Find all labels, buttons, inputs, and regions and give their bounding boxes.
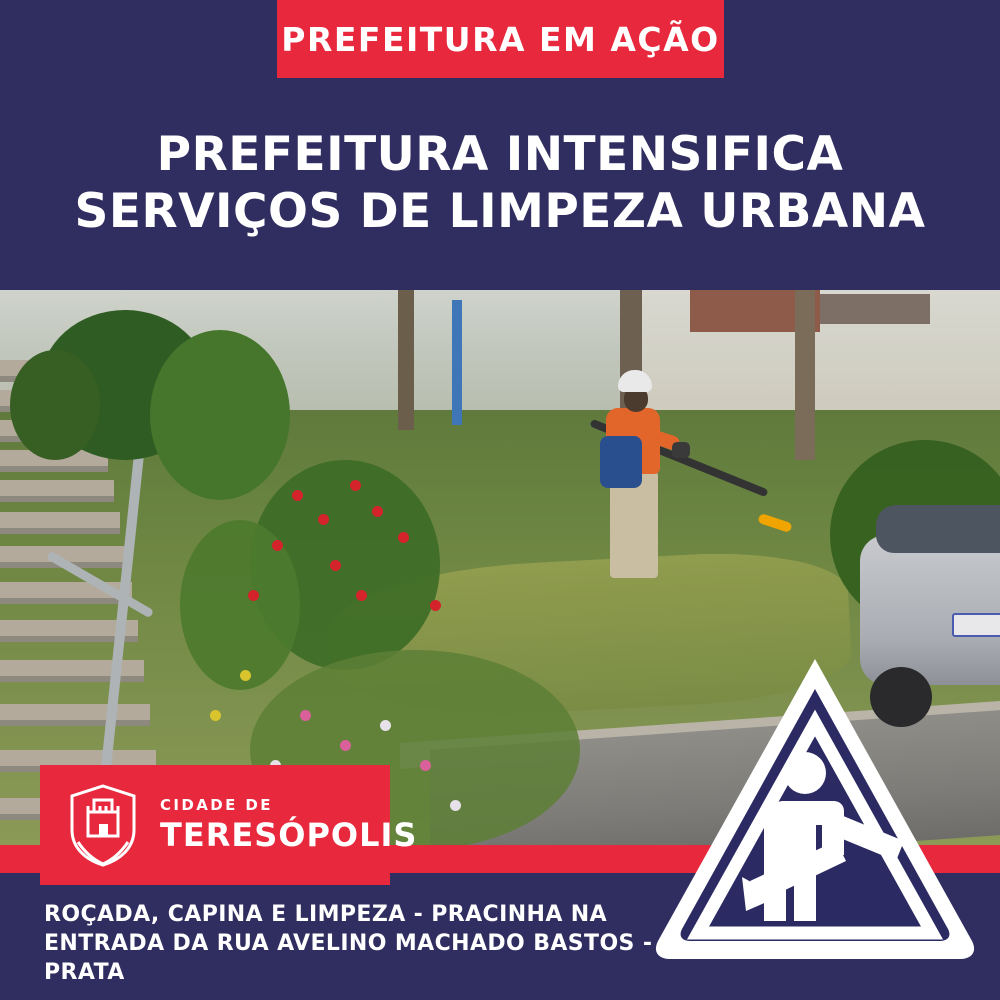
- flower: [240, 670, 251, 681]
- blue-pole: [452, 300, 462, 425]
- worker-glove: [672, 442, 690, 458]
- flower: [356, 590, 367, 601]
- worker-harness: [600, 436, 642, 488]
- flower: [292, 490, 303, 501]
- headline-line-1: PREFEITURA INTENSIFICA: [156, 127, 844, 182]
- bush: [10, 350, 100, 460]
- flower: [340, 740, 351, 751]
- city-logo-block: [40, 765, 418, 885]
- caption-text: ROÇADA, CAPINA E LIMPEZA - PRACINHA NA ENTRADA DA RUA AVELINO MACHADO BASTOS - PRATA: [44, 902, 653, 986]
- tree-trunk: [795, 290, 815, 460]
- car-licence-plate: [952, 613, 1000, 637]
- flower: [318, 514, 329, 525]
- flower: [372, 506, 383, 517]
- header-band: [0, 0, 1000, 290]
- car-window: [876, 505, 1000, 553]
- worker-helmet: [618, 370, 652, 392]
- flower: [420, 760, 431, 771]
- flower: [272, 540, 283, 551]
- campaign-ribbon: [277, 0, 724, 78]
- tree-trunk: [398, 290, 414, 430]
- city-logo-subtitle: CIDADE DE: [160, 796, 273, 814]
- roadworks-sign-icon: [650, 645, 980, 965]
- flower: [398, 532, 409, 543]
- flower: [300, 710, 311, 721]
- headline: [0, 126, 1000, 241]
- flower: [210, 710, 221, 721]
- worker-figure: [580, 370, 690, 590]
- flower: [450, 800, 461, 811]
- campaign-ribbon-label: PREFEITURA EM AÇÃO: [281, 19, 720, 59]
- flower: [380, 720, 391, 731]
- flower: [248, 590, 259, 601]
- flower: [350, 480, 361, 491]
- rooftop-grey: [820, 294, 930, 324]
- flower: [430, 600, 441, 611]
- flower: [330, 560, 341, 571]
- headline-line-2: SERVIÇOS DE LIMPEZA URBANA: [74, 184, 926, 240]
- city-logo-name: TERESÓPOLIS: [160, 816, 418, 854]
- bush: [150, 330, 290, 500]
- coat-of-arms-icon: [64, 782, 142, 868]
- city-logo-text: [160, 796, 417, 854]
